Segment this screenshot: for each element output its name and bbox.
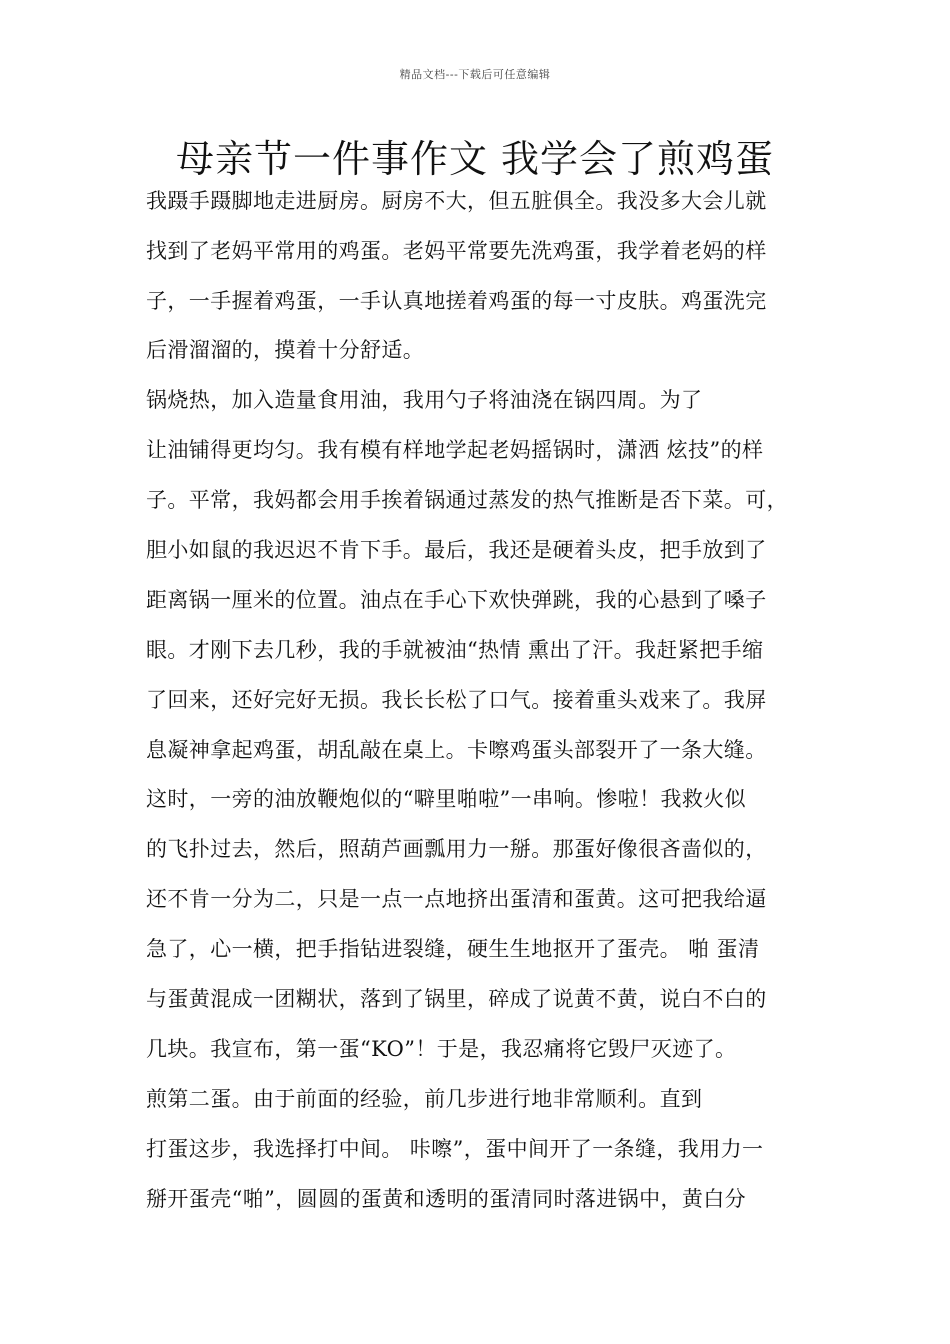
text-line: 息凝神拿起鸡蛋，胡乱敲在桌上。卡嚓鸡蛋头部裂开了一条大缝。 [146, 738, 767, 762]
text-line: 打蛋这步，我选择打中间。 咔嚓”，蛋中间开了一条缝，我用力一 [146, 1137, 764, 1161]
text-line: 找到了老妈平常用的鸡蛋。老妈平常要先洗鸡蛋，我学着老妈的样 [146, 239, 767, 263]
text-line: 还不肯一分为二，只是一点一点地挤出蛋清和蛋黄。这可把我给逼 [146, 887, 767, 911]
text-line: 掰开蛋壳“啪”，圆圆的蛋黄和透明的蛋清同时落进锅中，黄白分 [146, 1187, 747, 1211]
text-line: 让油铺得更均匀。我有模有样地学起老妈摇锅时，潇洒 炫技”的样 [146, 438, 764, 462]
text-line: 与蛋黄混成一团糊状，落到了锅里，碎成了说黄不黄，说白不白的 [146, 987, 767, 1011]
text-line: 眼。才刚下去几秒，我的手就被油“热情 熏出了汗。我赶紧把手缩 [146, 638, 764, 662]
text-line: 了回来，还好完好无损。我长长松了口气。接着重头戏来了。我屏 [146, 688, 767, 712]
page-header: 精品文档---下载后可任意编辑 [399, 68, 551, 81]
text-line: 几块。我宣布，第一蛋“KO”！于是，我忍痛将它毁尸灭迹了。 [146, 1037, 737, 1061]
text-line: 子，一手握着鸡蛋，一手认真地搓着鸡蛋的每一寸皮肤。鸡蛋洗完 [146, 289, 767, 313]
text-line: 子。平常，我妈都会用手挨着锅通过蒸发的热气推断是否下菜。可， [146, 488, 788, 512]
text-line: 胆小如鼠的我迟迟不肯下手。最后，我还是硬着头皮，把手放到了 [146, 538, 767, 562]
text-line: 煎第二蛋。由于前面的经验，前几步进行地非常顺利。直到 [146, 1087, 703, 1111]
text-line: 我蹑手蹑脚地走进厨房。厨房不大，但五脏俱全。我没多大会儿就 [146, 189, 767, 213]
text-line: 这时，一旁的油放鞭炮似的“噼里啪啦”一串响。惨啦！我救火似 [146, 787, 747, 811]
text-line: 后滑溜溜的，摸着十分舒适。 [146, 338, 425, 362]
text-line: 锅烧热，加入造量食用油，我用勺子将油浇在锅四周。为了 [146, 388, 703, 412]
text-line: 急了，心一横，把手指钻进裂缝，硬生生地抠开了蛋壳。 啪 蛋清 [146, 937, 760, 961]
document-title: 母亲节一件事作文 我学会了煎鸡蛋 [175, 137, 775, 181]
text-line: 距离锅一厘米的位置。油点在手心下欢快弹跳，我的心悬到了嗓子 [146, 588, 767, 612]
text-line: 的飞扑过去，然后，照葫芦画瓢用力一掰。那蛋好像很吝啬似的， [146, 837, 767, 861]
